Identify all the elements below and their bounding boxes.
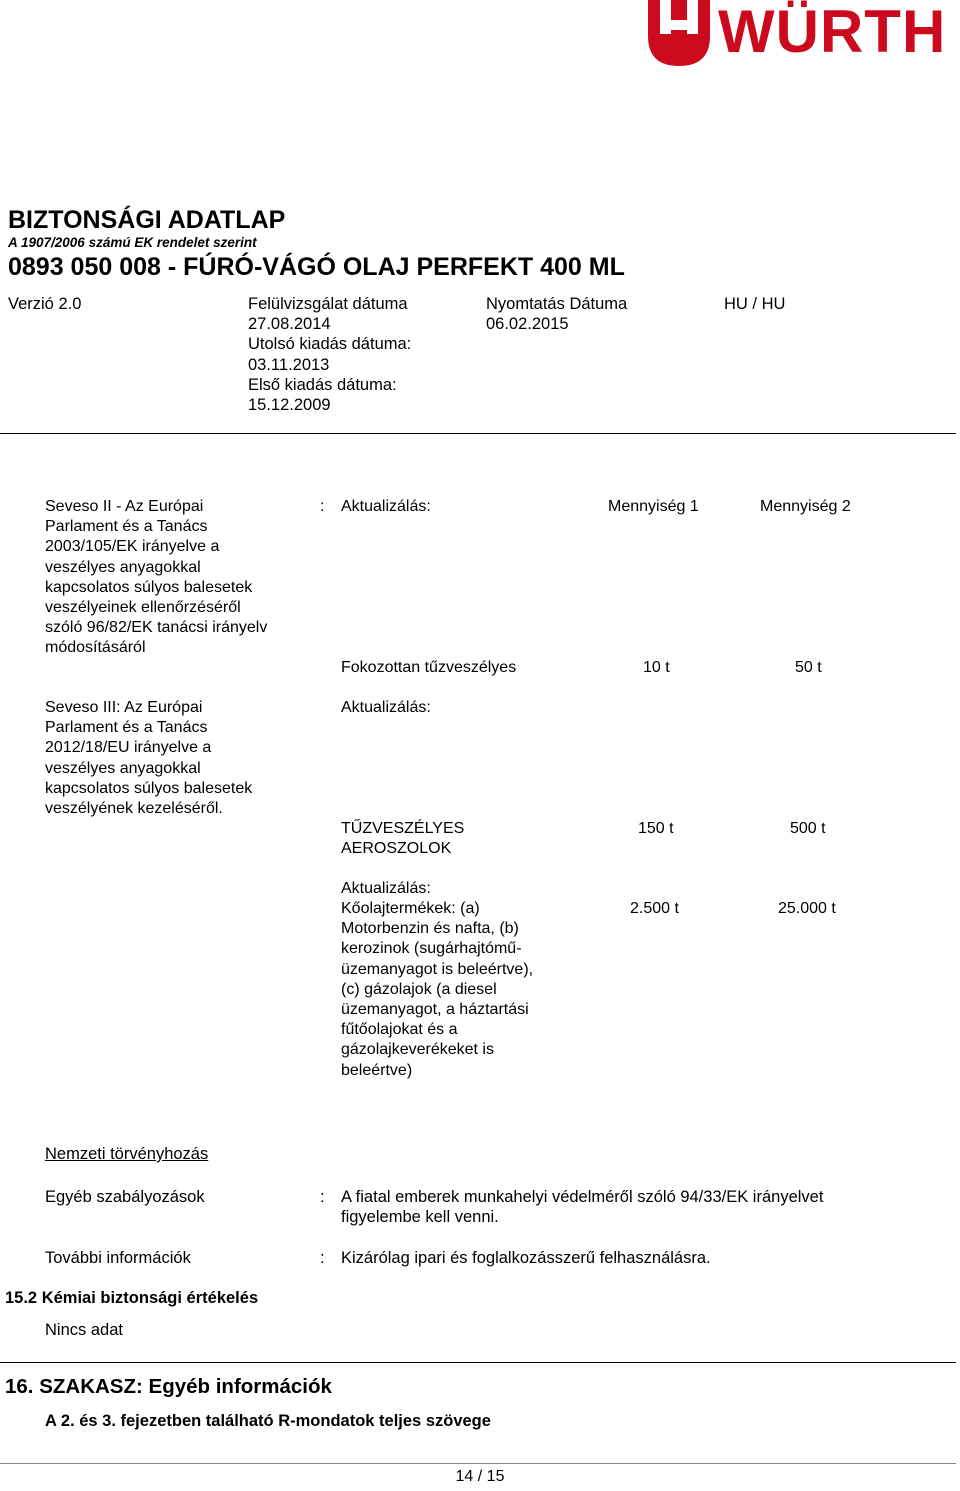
revision-date-block	[248, 294, 411, 415]
brand-logo-text: WÜRTH	[718, 0, 947, 65]
footer-divider	[0, 1463, 956, 1464]
section-16-heading: 16. SZAKASZ: Egyéb információk	[5, 1375, 332, 1398]
seveso3-text: Seveso III: Az Európai Parlament és a Tanács 2012/18/EU irányelve a veszélyes anyagokkal kapcsolatos súlyos balesetek veszélyének kezeléséről.	[45, 699, 253, 818]
update-label-1: Aktualizálás:	[341, 498, 431, 515]
other-regulations-colon: :	[320, 1188, 325, 1206]
row3-name: Kőolajtermékek: (a) Motorbenzin és nafta, (b) kerozinok (sugárhajtómű- üzemanyagot is beleértve), (c) gázolajok (a diesel üzemanyagot, a háztartási fűtőolajokat és a gázolajkeverékeket is beleértve)	[341, 900, 534, 1079]
first-issue-label: Első kiadás dátuma:	[248, 375, 397, 394]
page-number: 14 / 15	[455, 1468, 505, 1485]
first-issue-date: 15.12.2009	[248, 396, 331, 415]
row1-qty2: 50 t	[795, 659, 822, 676]
section-15-2-heading: 15.2 Kémiai biztonsági értékelés	[5, 1289, 259, 1307]
row1-name: Fokozottan tűzveszélyes	[341, 659, 517, 676]
further-info-label: További információk	[45, 1249, 191, 1267]
print-label: Nyomtatás Dátuma	[486, 295, 628, 313]
row2-qty2: 500 t	[790, 820, 826, 837]
last-issue-date: 03.11.2013	[248, 355, 330, 374]
document-title: BIZTONSÁGI ADATLAP	[8, 206, 286, 234]
row2-name: TŰZVESZÉLYES AEROSZOLOK	[341, 820, 465, 858]
version: Verzió 2.0	[8, 295, 82, 313]
language: HU / HU	[724, 295, 786, 313]
national-legislation-heading: Nemzeti törvényhozás	[45, 1145, 209, 1163]
header-divider	[0, 433, 956, 434]
other-regulations-text: A fiatal emberek munkahelyi védelméről szóló 94/33/EK irányelvet figyelembe kell venni.	[341, 1188, 824, 1227]
row3-qty1: 2.500 t	[630, 900, 679, 917]
print-date-block	[486, 294, 627, 334]
section-16-divider	[0, 1362, 956, 1363]
wurth-logo-mark	[648, 0, 710, 66]
revision-label: Felülvizsgálat dátuma	[248, 295, 408, 313]
other-regulations-label: Egyéb szabályozások	[45, 1188, 205, 1206]
section-16-subheading: A 2. és 3. fejezetben található R-mondatok teljes szövege	[45, 1412, 491, 1430]
row3-qty2: 25.000 t	[778, 900, 836, 917]
row2-qty1: 150 t	[638, 820, 674, 837]
qty2-header: Mennyiség 2	[760, 498, 851, 515]
further-info-colon: :	[320, 1249, 325, 1267]
further-info-text: Kizárólag ipari és foglalkozásszerű felhasználásra.	[341, 1249, 711, 1267]
update-label-2: Aktualizálás:	[341, 699, 431, 716]
seveso2-text: Seveso II - Az Európai Parlament és a Tanács 2003/105/EK irányelve a veszélyes anyagokkal kapcsolatos súlyos balesetek veszélyeinek ellenőrzéséről szóló 96/82/EK tanácsi irányelv módosításáról	[45, 498, 268, 657]
row1-qty1: 10 t	[643, 659, 670, 676]
section-15-2-text: Nincs adat	[45, 1321, 123, 1339]
seveso-colon: :	[320, 498, 325, 515]
regulation-note: A 1907/2006 számú EK rendelet szerint	[8, 235, 257, 250]
update-label-3: Aktualizálás:	[341, 880, 431, 897]
revision-date: 27.08.2014	[248, 315, 331, 334]
product-name: 0893 050 008 - FÚRÓ-VÁGÓ OLAJ PERFEKT 400 ML	[8, 253, 625, 281]
qty1-header: Mennyiség 1	[608, 498, 699, 515]
last-issue-label: Utolsó kiadás dátuma:	[248, 335, 412, 354]
print-date: 06.02.2015	[486, 315, 569, 334]
